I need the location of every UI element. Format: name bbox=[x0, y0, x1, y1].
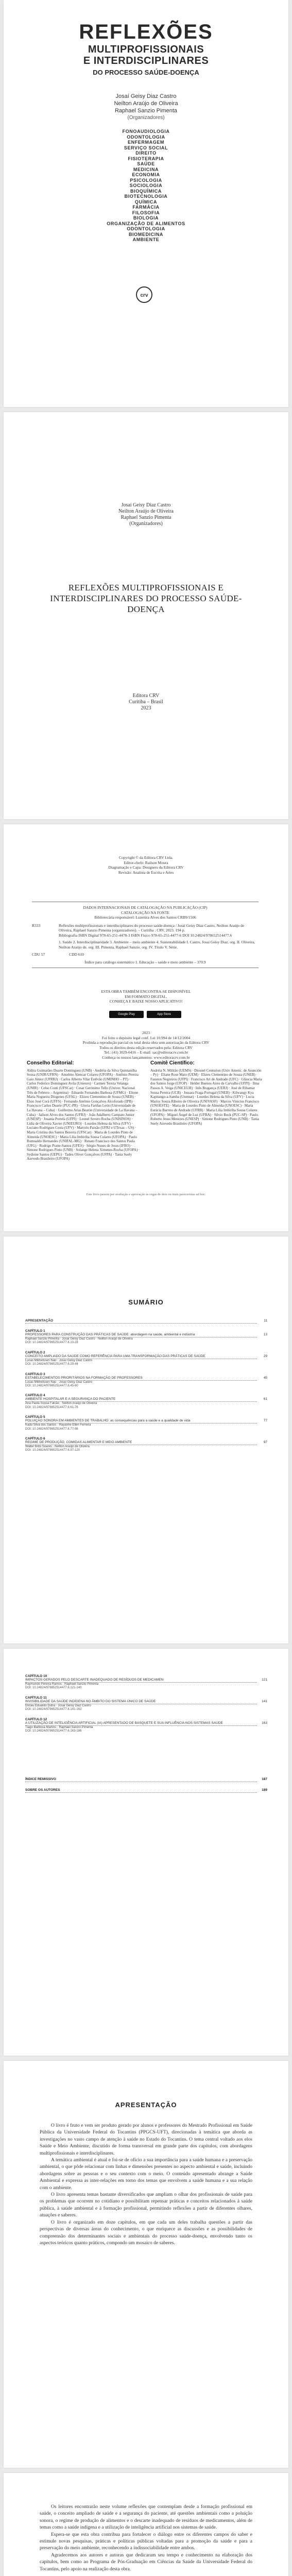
summary-chapter-label: CAPÍTULO 6 bbox=[25, 1437, 45, 1441]
summary-entry-title: IMPACTOS GERADOS PELO DESCARTE INADEQUADO DE RESÍDUOS DE MEDICAMEN bbox=[25, 1678, 257, 1683]
summary-entry-title: CONCEITO AMPLIADO DA SAÚDE COMO REFERÊNCIA PARA UMA TRANSFORMAÇÃO DAS PRÁTICAS DE SAÚDE bbox=[25, 1354, 257, 1359]
summary-chapter-label: CAPÍTULO 10 bbox=[25, 1674, 47, 1678]
catalog-head-line: DADOS INTERNACIONAIS DE CATALOGAÇÃO NA PUBLICAÇÃO (CIP) bbox=[83, 905, 208, 910]
summary-entry-page: 121 bbox=[262, 1678, 267, 1682]
cover-title bbox=[4, 21, 288, 76]
publisher-name: Editora CRV bbox=[132, 693, 160, 699]
summary-entry-title: A UTILIZAÇÃO DE INTELIGÊNCIA ARTIFICIAL (IA) APRESENTADO DE BASQUETE E SUA INFLUÊNCIA NOS SISTEMAS SAÚDE bbox=[25, 1721, 257, 1726]
presentation-body bbox=[40, 2504, 252, 2573]
summary-entry-doi[interactable]: DOI: 10.24824/978652514477.6.13-28 bbox=[25, 1341, 78, 1345]
summary-entry[interactable] bbox=[25, 1372, 267, 1388]
editorial-council bbox=[27, 1061, 140, 1161]
scientific-committee-title: Comitê Científico: bbox=[150, 1060, 195, 1066]
copyright-line: Copyright © da Editora CRV Ltda. bbox=[119, 855, 173, 860]
publisher-address bbox=[4, 1030, 288, 1060]
summary-entry[interactable] bbox=[25, 1394, 267, 1410]
presentation-paragraph: O livro apresenta temas bastante diversificados que ampliam o olhar dos profissionais de saúde para os problemas que ocorrem no cotidiano e possibilitam repensar práticas e conceitos relacionados à saúde pública, à saúde ambiental e à formação profissional, permitindo reflexões a partir de diferentes olhares, atuações e saberes. bbox=[40, 2192, 252, 2218]
summary-title-row bbox=[25, 1419, 267, 1423]
summary-entry-doi[interactable]: DOI: 10.24824/978652514477.6.163-186 bbox=[25, 1730, 82, 1733]
title-page-publisher bbox=[4, 693, 288, 711]
summary-title-row bbox=[25, 1354, 267, 1359]
address-line: Tel.: (41) 3029-6416 – E-mail: sac@editoracrv.com.br bbox=[104, 1050, 188, 1055]
address-line: Todos os direitos desta edição reservados pela: Editora CRV bbox=[99, 1045, 193, 1050]
app-store-badge[interactable]: App Store bbox=[147, 1011, 181, 1018]
cover-authors bbox=[4, 93, 288, 122]
summary-entry-title: APRESENTAÇÃO bbox=[25, 1319, 257, 1324]
summary-entry-authors: Kadu Silva dos Santos · Rayanne Ellen Ferreira bbox=[25, 1423, 91, 1427]
title-page bbox=[4, 412, 288, 819]
cover-discipline: ODONTOLOGIA bbox=[127, 226, 165, 231]
cover-discipline: ODONTOLOGIA bbox=[127, 134, 165, 140]
summary-entry-page: 77 bbox=[263, 1419, 267, 1423]
summary-entry[interactable] bbox=[25, 1674, 267, 1690]
cover-discipline: BIOTECNOLOGIA bbox=[124, 194, 168, 199]
summary-title-row bbox=[25, 1440, 267, 1445]
title-page-organizers: (Organizadores) bbox=[129, 521, 163, 527]
summary-chapter-label: CAPÍTULO 3 bbox=[25, 1372, 45, 1376]
presentation-page-1 bbox=[4, 2061, 288, 2468]
summary-entry[interactable] bbox=[25, 1415, 267, 1431]
summary-entry-page: 163 bbox=[262, 1721, 267, 1725]
presentation-title: APRESENTAÇÃO bbox=[115, 2101, 177, 2109]
address-line: 2023 bbox=[142, 1030, 150, 1035]
summary-entry-page: 11 bbox=[264, 1319, 267, 1323]
summary-entry-page: 29 bbox=[263, 1354, 267, 1358]
catalog-isbn: Bibliografia ISBN Digital 978-65-251-4478-3 ISBN Físico 978-65-251-4477-6 DOI 10.24824/978652514477.6 bbox=[59, 933, 232, 938]
summary-entry-doi[interactable]: DOI: 10.24824/978652514477.6.29-44 bbox=[25, 1363, 78, 1366]
summary-title-row bbox=[25, 1376, 267, 1381]
summary-chapter-label: CAPÍTULO 5 bbox=[25, 1415, 45, 1419]
peer-review-note: Este livro passou por avaliação e aprovação às cegas de dois ou mais pareceristas ad hoc. bbox=[86, 1193, 206, 1196]
summary-entry-title: REGIME DE PRODUÇÃO, COMIDAS ALIMENTAR E MEIO AMBIENTE bbox=[25, 1440, 257, 1445]
editorial-council-title: Conselho Editorial: bbox=[27, 1060, 74, 1066]
ebook-notice bbox=[4, 989, 288, 1004]
cover-author: Josaí Geisy Diaz Castro bbox=[115, 93, 177, 99]
summary-entry-authors: Dirceu Eduardo Dutra · Josaí Geisy Diaz Castro bbox=[25, 1704, 91, 1707]
summary-entry-authors: Ana Paula Sousa Falcão · Neilton Araújo de Oliveira bbox=[25, 1402, 97, 1405]
summary-entry-doi[interactable]: DOI: 10.24824/978652514477.6.97-120 bbox=[25, 1449, 80, 1452]
summary-entry[interactable] bbox=[25, 1437, 267, 1453]
ebook-line: CONHEÇA E BAIXE NOSSO APLICATIVO! bbox=[109, 999, 183, 1004]
summary-title-row bbox=[25, 1678, 267, 1683]
cover-discipline: PSICOLOGIA bbox=[130, 177, 162, 183]
summary-about-page: 189 bbox=[262, 1788, 267, 1792]
summary-entry[interactable] bbox=[25, 1718, 267, 1734]
title-page-authors bbox=[4, 502, 288, 527]
cover-author: Raphael Sanzio Pimenta bbox=[114, 108, 178, 114]
cover-discipline: BIOLOGIA bbox=[133, 215, 159, 221]
summary-title-row bbox=[25, 1700, 267, 1704]
copyright-line: Diagramação e Capa: Designers da Editora CRV bbox=[108, 865, 184, 870]
presentation-paragraph: A temática ambiental é atual e foi-se de ofício a sua importância para a saúde humana e a preservação ambiental, o que pôde relacionar com linhas e dimensões presentes no aspecto ambiental e saúde, incluindo abordagens sobre as pessoas e o seu contexto com o meio. O conteúdo apresentado abrange a Saúde Ambiental e expressa as inter-relações em torno dos temas que envolvem a saúde humana e a sua relação com o ambiente. bbox=[40, 2158, 252, 2191]
cover-discipline: SOCIOLOGIA bbox=[129, 183, 163, 188]
summary-entry-authors: Raphael Sanzio Pimenta · Josaí Geisy Diaz Castro · Neilton Araújo de Oliveira bbox=[25, 1337, 133, 1341]
cover-title-line3: E INTERDISCIPLINARES bbox=[83, 55, 209, 66]
cover-discipline: BIOMEDICINA bbox=[128, 231, 164, 237]
summary-page-2 bbox=[4, 1649, 288, 2056]
publisher-logo-icon bbox=[135, 286, 153, 303]
presentation-body bbox=[40, 2123, 252, 2247]
cover-discipline: ECONOMIA bbox=[132, 172, 160, 177]
cover-organizers-label: (Organizadores) bbox=[127, 115, 165, 121]
cover-title-line1: REFLEXÕES bbox=[79, 21, 213, 43]
summary-entry-page: 97 bbox=[263, 1440, 267, 1445]
cover-discipline: FISIOTERAPIA bbox=[128, 156, 164, 161]
cover-discipline: ENFERMAGEM bbox=[128, 140, 164, 145]
summary-list bbox=[25, 1674, 267, 1739]
address-line: Foi feito o depósito legal conf. Lei 10.994 de 14/12/2004 bbox=[101, 1035, 191, 1040]
ebook-line: EM FORMATO DIGITAL. bbox=[125, 994, 167, 999]
cover-page bbox=[4, 0, 288, 407]
scientific-committee-members: Andréia N. Militão (UEMS) · Diosnel Centurion (Univ Americ. de Asunción – Py) · Eliane Rose Maio (UEM) · Elizeu Clementino de Souza (UNEB) · Fauston Negreiros (UFPI) · Francisco Ari de Andrade (UFC) · Gláucia Maria dos Santos Jorge (UFOP) · Helder Buenos Aires de Carvalho (UFPI) · Ilma Passos A. Veiga (UNICEUB) · Inês Bragança (UERJ) · José de Ribamar Sousa Pereira (UCB) · Jussara Fraga Portugal (UNEB) · Kilwangy Kya Kapitango-a-Samba (Unemat) · Lourdes Helena da Silva (UFV) · Lucia Marisy Souza Ribeiro de Oliveira (UNIVASF) · Marcos Vinicius Francisco (UNOESTE) · Maria de Lourdes Pinto de Almeida (UNOESC) · Maria Eurácia Barreto de Andrade (UFRB) · Maria Lília Imbiriba Sousa Colares (UFOPA) · Míguel Ángel de Luz (UFBA) · Silvio Bock (PUC-SP) · Paulo Roberto Jesus Menezes (UNESP) · Simone Rodrigues Pinto (UNB) · Tania Suely Azevedo Brasileiro (UFOPA) bbox=[150, 1068, 262, 1126]
address-line: Conheça os nossos lançamentos: www.editoracrv.com.br bbox=[102, 1055, 190, 1060]
summary-entry[interactable] bbox=[25, 1351, 267, 1367]
summary-entry-authors: Tiago Barbosa Martins · Raphael Sanzio Pimenta bbox=[25, 1725, 93, 1729]
title-page-author: Josaí Geisy Diaz Castro bbox=[121, 502, 171, 508]
catalog-footer: CDU 57 CDD 610 bbox=[32, 952, 84, 957]
cover-discipline: SERVIÇO SOCIAL bbox=[124, 145, 168, 150]
summary-chapter-label: CAPÍTULO 4 bbox=[25, 1394, 45, 1398]
summary-page-1 bbox=[4, 1236, 288, 1643]
summary-title: SUMÁRIO bbox=[128, 1298, 164, 1306]
cover-discipline: ORGANIZAÇÃO DE ALIMENTOS bbox=[107, 221, 185, 226]
presentation-paragraph: O livro é organizado em doze capítulos, em que cada um deles trabalha questões a partir das perspectivas de diversas áreas do conhecimento, o que enriquece as discussões e as possibilidades de compreensão dos determinantes sociais e ambientais do processo saúde-doença, envolvendo tanto os aspectos teóricos quanto práticos, compondo um mosaico de saberes. bbox=[40, 2219, 252, 2246]
summary-entry-authors: Lucas Mikhelssen Nau · Josaí Geisy Diaz Castro bbox=[25, 1359, 93, 1362]
summary-chapter-label: CAPÍTULO 11 bbox=[25, 1696, 47, 1700]
summary-extras bbox=[25, 1777, 267, 1799]
cover-discipline: FILOSOFIA bbox=[132, 210, 160, 215]
scientific-committee bbox=[150, 1061, 264, 1161]
catalog-text: Reflexões multiprofissionais e interdisciplinares do processo saúde-doença / Josaí Geisy Diaz Castro, Neilton Araújo de Oliveira, Raphael Sanzio Pimenta (organizadores). – Curitiba : CRV, 2023. 194 p. bbox=[59, 923, 245, 933]
cover-discipline: DIREITO bbox=[135, 150, 157, 156]
cover-discipline: FARMÁCIA bbox=[132, 205, 160, 210]
cover-discipline: BIOQUÍMICA bbox=[130, 188, 162, 194]
presentation-paragraph: O livro é fruto e vem ser produto gerado por alunos e professores do Mestrado Profissional em Saúde Pública da Universidade Federal do Tocantins (PPGCS-UFT), direcionadas à temática que aborda as investigações no vasto campo de atenção à saúde no Estado do Tocantins. O tema central voltado aos elos Saúde e Meio Ambiente, discutido de forma transversal em grande parte dos capítulos, com abordagens multiprofissionais e interdisciplinares. bbox=[40, 2123, 252, 2156]
summary-entry-doi[interactable]: DOI: 10.24824/978652514477.6.141-162 bbox=[25, 1708, 82, 1711]
copyright-line: Revisão: Analista de Escrita e Artes bbox=[118, 870, 174, 875]
summary-index-page: 187 bbox=[262, 1777, 267, 1781]
summary-entry[interactable] bbox=[25, 1319, 267, 1324]
presentation-paragraph: Os leitores encontrarão neste volume reflexões que contemplam desde a formação profissional em saúde, o conceito ampliado de saúde e a segurança do paciente, até questões ambientais como a poluição sonora, o regime de produção de alimentos e o descarte inadequado de resíduos de medicamentos, além de temas como a saúde indígena e a utilização de inteligência artificial nos sistemas de saúde. bbox=[40, 2504, 252, 2531]
summary-entry-title: INVISIBILIDADE DA SAÚDE INDÍGENA NO ÂMBITO DO SISTEMA ÚNICO DE SAÚDE bbox=[25, 1700, 257, 1704]
summary-list bbox=[25, 1319, 267, 1459]
cover-discipline: FONOAUDIOLOGIA bbox=[122, 129, 170, 134]
presentation-paragraph: Espera-se que esta obra contribua para fortalecer o diálogo entre os diferentes campos do saber e estimule novas pesquisas, práticas e políticas públicas voltadas para a promoção da saúde e para a preservação do meio ambiente, reconhecendo a indissociabilidade entre ambos. bbox=[40, 2532, 252, 2551]
summary-entry-page: 45 bbox=[263, 1376, 267, 1380]
editorial-boards bbox=[27, 1061, 264, 1161]
app-store-badges bbox=[109, 1011, 181, 1018]
cover-discipline: AMBIENTE bbox=[132, 237, 160, 242]
svg-text:crv: crv bbox=[140, 293, 148, 298]
catalog-subjects: 1. Saúde 2. Interdisciplinaridade 3. Ambiente – meio ambiente 4. Sustentabilidade I. Castro, Josaí Geisy Diaz. org. II. Oliveira, Neilton Araújo de. org. III. Pimenta, Raphael Sanzio. org. IV. Título V. Série. bbox=[59, 940, 255, 950]
summary-entry-authors: Raymundo Pereira Ramos · Raphael Sanzio Pimenta bbox=[25, 1683, 99, 1686]
summary-entry-title: AMBIENTE HOSPITALAR E A SEGURANÇA DO PACIENTE bbox=[25, 1397, 257, 1402]
catalog-head-line: Bibliotecária responsável: Luzenira Alves dos Santos CRB9/1506 bbox=[94, 915, 196, 920]
presentation-paragraph: Agradecemos aos autores e autoras que dedicaram seu tempo e conhecimento na elaboração dos capítulos, bem como ao Programa de Pós-Graduação em Ciências da Saúde da Universidade Federal do Tocantins, pelo apoio na realização desta obra. bbox=[40, 2552, 252, 2572]
publisher-city: Curitiba – Brasil bbox=[129, 699, 163, 705]
cover-discipline: SAÚDE bbox=[137, 161, 155, 166]
summary-entry-authors: Walter Brito Soares · Neilton Araújo de Oliveira bbox=[25, 1445, 90, 1449]
cover-title-line4: DO PROCESSO SAÚDE-DOENÇA bbox=[93, 69, 199, 76]
title-page-author: Neilton Araújo de Oliveira bbox=[118, 509, 174, 514]
summary-entry-title: PROFESSORES PARA CONSTRUÇÃO DAS PRÁTICAS DE SAÚDE: abordagem na saúde, ambiental e indústria bbox=[25, 1333, 257, 1337]
summary-entry-page: 61 bbox=[263, 1397, 267, 1401]
summary-entry-page: 141 bbox=[262, 1699, 267, 1703]
summary-entry-doi[interactable]: DOI: 10.24824/978652514477.6.77-96 bbox=[25, 1427, 78, 1431]
summary-title-row bbox=[25, 1319, 267, 1324]
catalog-body bbox=[59, 923, 259, 950]
summary-entry-doi[interactable]: DOI: 10.24824/978652514477.6.61-76 bbox=[25, 1405, 78, 1409]
catalog-index: Índice para catálogo sistemático 1. Educação – saúde e meio ambiente – 370.9 bbox=[84, 959, 206, 964]
cover-author: Neilton Araújo de Oliveira bbox=[114, 100, 178, 107]
summary-entry-page: 13 bbox=[263, 1333, 267, 1336]
catalog-card bbox=[32, 902, 259, 968]
catalog-head-line: CATALOGAÇÃO NA FONTE bbox=[121, 910, 169, 915]
summary-about-label: SOBRE OS AUTORES bbox=[25, 1788, 257, 1793]
summary-entry-title: ESTABELECIMENTOS PRIORITÁRIOS NA FORMAÇÃO DE PROFESSORES bbox=[25, 1376, 257, 1381]
ebook-line: ESTA OBRA TAMBÉM ENCONTRA-SE DISPONÍVEL bbox=[101, 989, 191, 994]
title-page-title: REFLEXÕES MULTIPROFISSIONAIS E INTERDISCIPLINARES DO PROCESSO SAÚDE-DOENÇA bbox=[50, 583, 242, 614]
cover-discipline: QUÍMICA bbox=[134, 199, 158, 205]
summary-entry-authors: Lucas Mikhelssen Nau · Josaí Geisy Diaz Castro bbox=[25, 1380, 93, 1384]
copyright-page bbox=[4, 824, 288, 1231]
catalog-entry bbox=[32, 923, 259, 950]
catalog-code: R333 bbox=[32, 923, 41, 928]
summary-title-row bbox=[25, 1397, 267, 1402]
summary-chapter-label: CAPÍTULO 1 bbox=[25, 1329, 45, 1333]
cover-discipline-list bbox=[4, 129, 288, 243]
title-page-author: Raphael Sanzio Pimenta bbox=[121, 515, 171, 520]
summary-entry[interactable] bbox=[25, 1696, 267, 1712]
summary-index-label: ÍNDICE REMISSIVO bbox=[25, 1777, 257, 1782]
copyright-line: Editor-chefe: Railson Moura bbox=[124, 860, 168, 865]
summary-entry[interactable] bbox=[25, 1329, 267, 1345]
catalog-head bbox=[32, 905, 259, 920]
summary-about-entry[interactable] bbox=[25, 1788, 267, 1793]
presentation-page-2 bbox=[4, 2473, 288, 2576]
publisher-year: 2023 bbox=[141, 705, 151, 711]
summary-entry-title: POLUIÇÃO SONORA EM AMBIENTES DE TRABALHO: as consequências para a saúde e a qualidade de vida bbox=[25, 1419, 257, 1423]
copyright-credits bbox=[4, 855, 288, 875]
editorial-council-members: Aldira Guimarães Duarte Domínguez (UNB) · Andréia da Silva Quintanilha Sousa (UNIR/UFRN) · Anselmo Alencar Colares (UFOPA) · Antônio Pereira Gaio Júnior (UFRRJ) · Carlos Alberto Vilar Estêvão (UMINHO – PT) · Carlos Federico Dominguez Avila (Unieuro) · Carmen Tereza Velanga (UNIR) · Celso Conti (UFSCar) · Cesar Gerónimo Tello (Univer. Nacional Três de Febrero – Argentina) · Eduardo Fernandes Barbosa (UFMG) · Elione Maria Nogueira Diogenes (UFAL) · Elizeu Clementino de Souza (UNEB) · Élsio José Corá (UFFS) · Fernando Antônio Gonçalves Alcoforado (IPB) · Francisco Carlos Duarte (PUC-PR) · Gloria Fariñas León (Universidade de La Havana – Cuba) · Guillermo Arias Beatón (Universidade de La Havana – Cuba) · Jailson Alves dos Santos (UFRJ) · João Adalberto Campato Junior (UNESP) · Josania Portela (UFPI) · Leonel Severo Rocha (UNISINOS) · Lídia de Oliveira Xavier (UNIEURO) · Lourdes Helena da Silva (UFV) · Luciano Rodrigues Costa (UFV) · Marcelo Paixão (UFRJ e UTexas – US) · Maria Cristina dos Santos Bezerra (UFSCar) · Maria de Lourdes Pinto de Almeida (UNOESC) · Maria Lília Imbiriba Sousa Colares (UFOPA) · Paulo Romualdo Hernandes (UNIFAL-MG) · Renato Francisco dos Santos Paula (UFG) · Rodrigo Pratte-Santos (UFES) · Sérgio Nunes de Jesus (IFRO) · Simone Rodrigues Pinto (UNB) · Solange Helena Ximenes-Rocha (UFOPA) · Sydione Santos (UEPG) · Tadeu Oliver Gonçalves (UFPA) · Tania Suely Azevedo Brasileiro (UFOPA) bbox=[27, 1068, 140, 1161]
summary-entry-doi[interactable]: DOI: 10.24824/978652514477.6.45-60 bbox=[25, 1384, 78, 1388]
summary-chapter-label: CAPÍTULO 2 bbox=[25, 1350, 45, 1354]
address-line: Proibida a reprodução parcial ou total desta obra sem autorização da Editora CRV bbox=[82, 1040, 210, 1045]
summary-index-entry[interactable] bbox=[25, 1777, 267, 1782]
summary-title-row bbox=[25, 1333, 267, 1337]
summary-chapter-label: CAPÍTULO 12 bbox=[25, 1717, 47, 1721]
summary-entry-doi[interactable]: DOI: 10.24824/978652514477.6.121-140 bbox=[25, 1686, 82, 1690]
cover-title-line2: MULTIPROFISSIONAIS bbox=[88, 44, 204, 55]
summary-title-row bbox=[25, 1721, 267, 1726]
cover-discipline: MEDICINA bbox=[133, 166, 159, 172]
google-play-badge[interactable]: Google Play bbox=[109, 1011, 144, 1018]
